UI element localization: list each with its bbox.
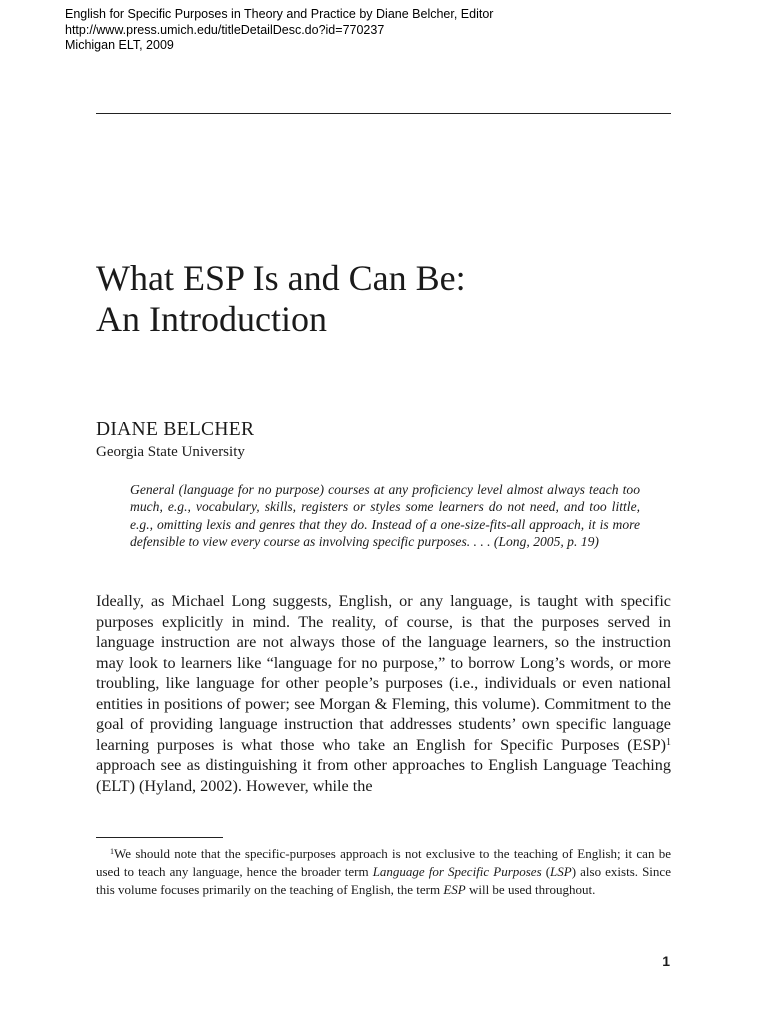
header-url: http://www.press.umich.edu/titleDetailDesc.do?id=770237 (65, 22, 385, 37)
footnote-mark: 1 (110, 846, 115, 856)
page-number: 1 (662, 953, 670, 969)
top-rule (96, 113, 671, 114)
source-header (65, 7, 493, 54)
footnote-term-esp: ESP (443, 882, 466, 897)
footnote-body (96, 845, 671, 899)
footnote-text-b: ( (541, 864, 551, 879)
chapter-title-line1: What ESP Is and Can Be: (96, 258, 466, 298)
footnote-term-lsp: LSP (550, 864, 572, 879)
epigraph-quote: General (language for no purpose) courses at any proficiency level almost always teach too much, e.g., vocabulary, skills, registers or styles some learners do not need, and too little, e.g., omitting lexis and genres that they do. Instead of a one-size-fits-all approach, it is more defensible to view every course as involving specific purposes. . . . (Long, 2005, p. 19) (130, 482, 640, 550)
body-text-part2: approach see as distinguishing it from other approaches to English Language Teaching (ELT) (Hyland, 2002). However, while the (96, 756, 671, 795)
footnote-text-a: We should note that the specific-purposes approach is not exclusive to the teaching of English; it can be used to teach any language, hence the broader term (96, 846, 671, 879)
chapter-title-line2: An Introduction (96, 299, 327, 339)
footnote (96, 845, 671, 899)
footnote-rule (96, 837, 223, 838)
footnote-text-c: ) also exists. Since this volume focuses primarily on the teaching of English, the term (96, 864, 671, 897)
body-text-part1: Ideally, as Michael Long suggests, English, or any language, is taught with specific purposes explicitly in mind. The reality, of course, is that the purposes served in language instruction are not always those of the language learners, so the instruction may look to learners like “language for no purpose,” to borrow Long’s words, or more troubling, like language for other people’s purposes (i.e., individuals or even national entities in positions of power; see Morgan & Fleming, this volume). Commitment to the goal of providing language instruction that addresses students’ own specific language learning purposes is what those who take an English for Specific Purposes (ESP) (96, 592, 671, 754)
body-paragraph (96, 591, 671, 796)
author-affiliation: Georgia State University (96, 444, 245, 460)
footnote-text-d: will be used throughout. (465, 882, 596, 897)
footnote-term-lsp-full: Language for Specific Purposes (372, 864, 542, 879)
header-book-title: English for Specific Purposes in Theory and Practice by Diane Belcher, Editor (65, 7, 494, 21)
footnote-reference[interactable]: 1 (665, 736, 671, 748)
chapter-title (96, 258, 676, 340)
author-name: DIANE BELCHER (96, 419, 255, 440)
header-publisher: Michigan ELT, 2009 (65, 38, 174, 52)
